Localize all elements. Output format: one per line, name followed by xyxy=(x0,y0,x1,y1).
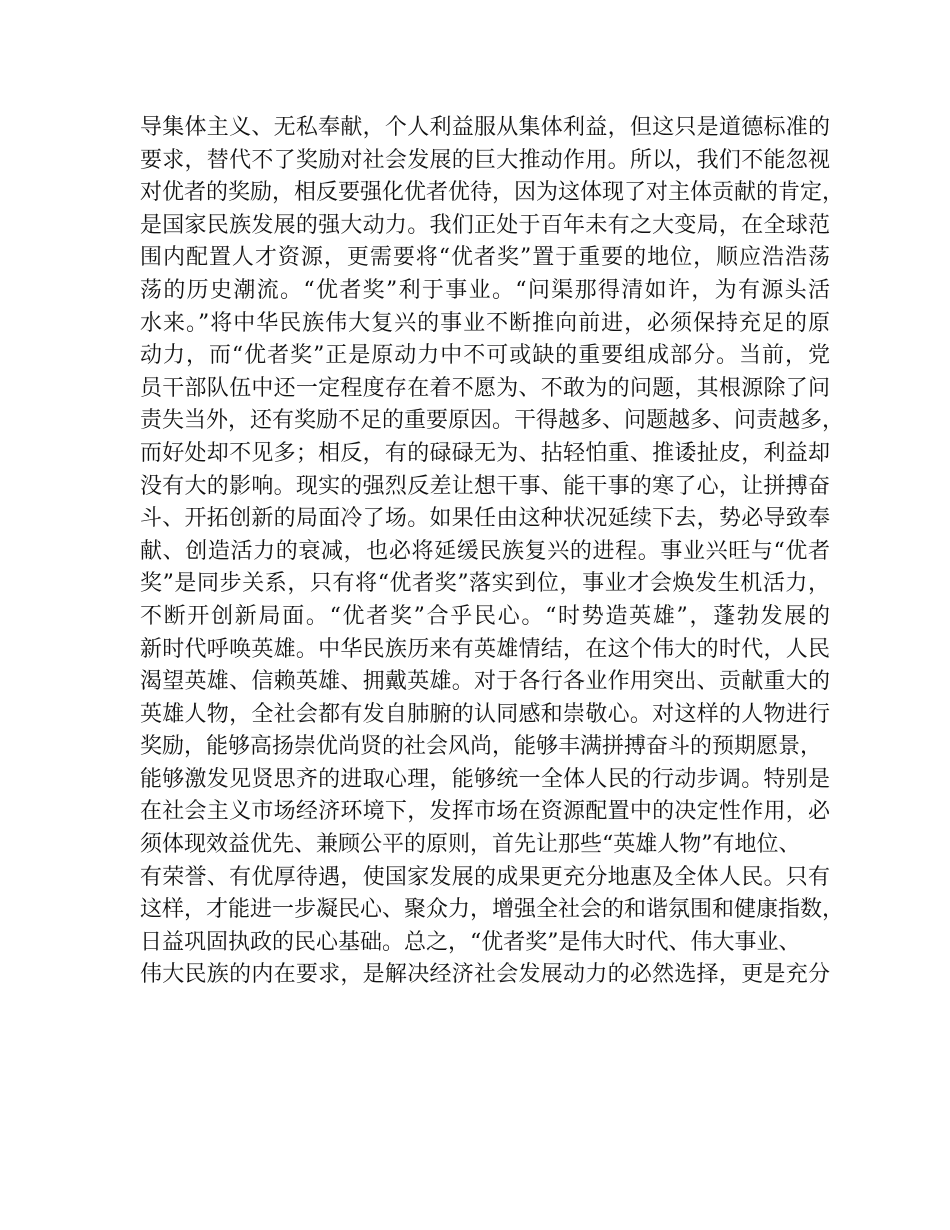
text-line: 员干部队伍中还一定程度存在着不愿为、不敢为的问题，其根源除了问 xyxy=(140,375,830,401)
text-line: 英雄人物，全社会都有发自肺腑的认同感和崇敬心。对这样的人物进行 xyxy=(140,701,830,727)
text-line: 荡的历史潮流。“优者奖”利于事业。“问渠那得清如许，为有源头活 xyxy=(140,277,830,303)
text-line: 在社会主义市场经济环境下，发挥市场在资源配置中的决定性作用，必 xyxy=(140,799,830,825)
text-line: 日益巩固执政的民心基础。总之，“优者奖”是伟大时代、伟大事业、 xyxy=(140,929,801,955)
text-line: 要求，替代不了奖励对社会发展的巨大推动作用。所以，我们不能忽视 xyxy=(140,147,830,173)
body-paragraph xyxy=(140,112,845,992)
text-line: 而好处却不见多；相反，有的碌碌无为、拈轻怕重、推诿扯皮，利益却 xyxy=(140,440,830,466)
text-line: 有荣誉、有优厚待遇，使国家发展的成果更充分地惠及全体人民。只有 xyxy=(140,864,830,890)
text-line: 新时代呼唤英雄。中华民族历来有英雄情结，在这个伟大的时代，人民 xyxy=(140,636,830,662)
text-line: 渴望英雄、信赖英雄、拥戴英雄。对于各行各业作用突出、贡献重大的 xyxy=(140,669,830,695)
text-line: 这样，才能进一步凝民心、聚众力，增强全社会的和谐氛围和健康指数， xyxy=(140,897,845,923)
text-line: 水来。”将中华民族伟大复兴的事业不断推向前进，必须保持充足的原 xyxy=(140,310,830,336)
text-line: 献、创造活力的衰减，也必将延缓民族复兴的进程。事业兴旺与“优者 xyxy=(140,538,830,564)
text-line: 动力，而“优者奖”正是原动力中不可或缺的重要组成部分。当前，党 xyxy=(140,343,830,369)
text-line: 是国家民族发展的强大动力。我们正处于百年未有之大变局，在全球范 xyxy=(140,212,830,238)
text-line: 对优者的奖励，相反要强化优者优待，因为这体现了对主体贡献的肯定， xyxy=(140,180,845,206)
text-line: 责失当外，还有奖励不足的重要原因。干得越多、问题越多、问责越多， xyxy=(140,408,845,434)
text-line: 伟大民族的内在要求，是解决经济社会发展动力的必然选择，更是充分 xyxy=(140,962,830,988)
text-line: 围内配置人才资源，更需要将“优者奖”置于重要的地位，顺应浩浩荡 xyxy=(140,245,830,271)
text-line: 斗、开拓创新的局面冷了场。如果任由这种状况延续下去，势必导致奉 xyxy=(140,506,830,532)
text-line: 奖励，能够高扬崇优尚贤的社会风尚，能够丰满拼搏奋斗的预期愿景， xyxy=(140,734,823,760)
text-line: 不断开创新局面。“优者奖”合乎民心。“时势造英雄”，蓬勃发展的 xyxy=(140,603,830,629)
text-line: 没有大的影响。现实的强烈反差让想干事、能干事的寒了心，让拼搏奋 xyxy=(140,473,830,499)
text-line: 导集体主义、无私奉献，个人利益服从集体利益，但这只是道德标准的 xyxy=(140,115,830,140)
text-line: 奖”是同步关系，只有将“优者奖”落实到位，事业才会焕发生机活力， xyxy=(140,571,830,597)
text-line: 能够激发见贤思齐的进取心理，能够统一全体人民的行动步调。特别是 xyxy=(140,766,830,792)
text-line: 须体现效益优先、兼顾公平的原则，首先让那些“英雄人物”有地位、 xyxy=(140,832,801,858)
